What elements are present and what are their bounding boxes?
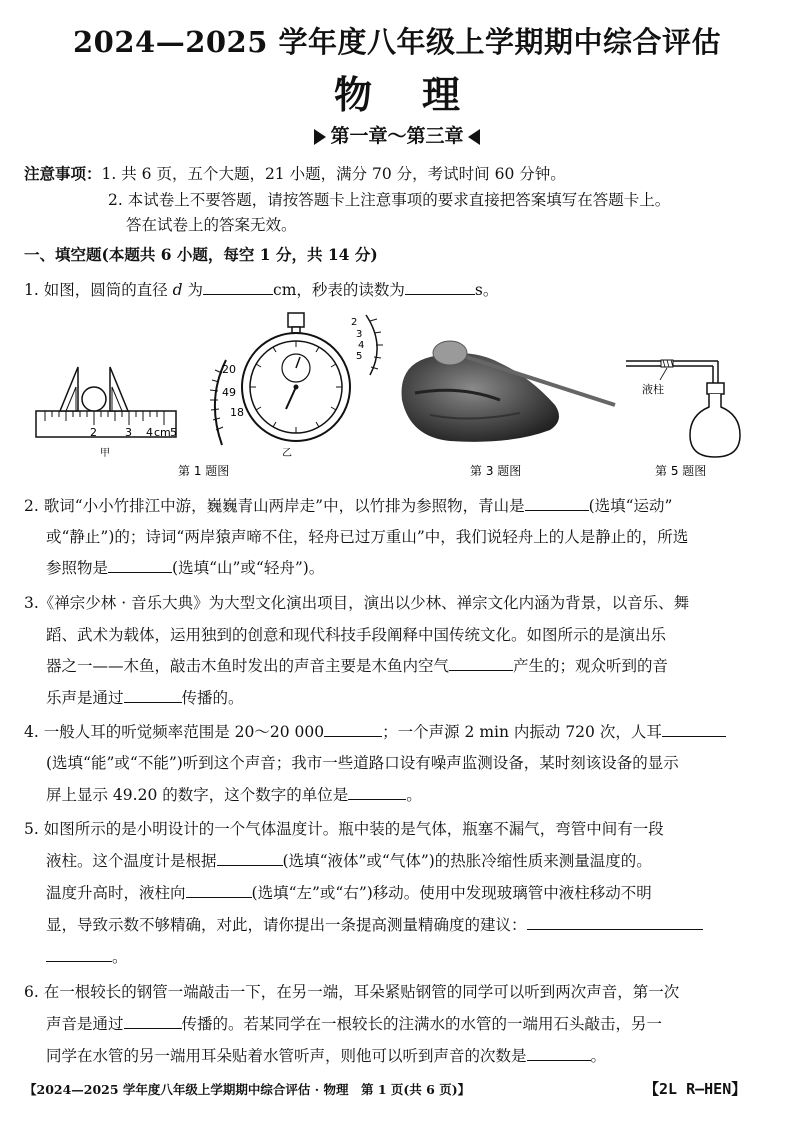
- q4-text-1a: 4. 一般人耳的听觉频率范围是 20～20 000: [24, 723, 325, 741]
- q5-text-2a: 液柱。这个温度计是根据: [46, 852, 217, 870]
- q2-text-3a: 参照物是: [46, 559, 109, 577]
- ruler-figure: [36, 367, 177, 459]
- question-3-line-3: [46, 656, 668, 676]
- question-5-line-1: 5. 如图所示的是小明设计的一个气体温度计。瓶中装的是气体，瓶塞不漏气，弯管中间有一段: [24, 820, 664, 838]
- q5-blank-3b[interactable]: [46, 947, 112, 962]
- ruler-label-4: 4: [146, 426, 153, 439]
- section-heading: 一、填空题(本题共 6 小题，每空 1 分，共 14 分): [24, 245, 378, 264]
- q5-blank-2[interactable]: [186, 883, 252, 898]
- ruler-label-cm: cm: [154, 426, 171, 439]
- question-1: [24, 280, 498, 300]
- question-3-line-1: 3.《禅宗少林 · 音乐大典》为大型文化演出项目，演出以少林、禅宗文化内涵为背景，以音乐、舞: [24, 594, 690, 612]
- q1-text-a: 1. 如图，圆筒的直径: [24, 281, 173, 299]
- q6-text-3a: 同学在水管的另一端用耳朵贴着水管听声，则他可以听到声音的次数是: [46, 1047, 527, 1065]
- chapter-range: [0, 121, 794, 148]
- bottle-stopper: [707, 383, 724, 394]
- question-2-line-3: [46, 558, 324, 578]
- q3-text-4a: 乐声是通过: [46, 689, 124, 707]
- q2-blank-1[interactable]: [525, 496, 589, 511]
- q4-blank-3[interactable]: [348, 785, 406, 800]
- question-5-line-3: [46, 883, 652, 903]
- stopwatch-figure: [178, 313, 383, 478]
- q5-blank-1[interactable]: [217, 851, 283, 866]
- question-3-line-2: 蹈、武术为载体，运用独到的创意和现代科技手段阐释中国传统文化。如图所示的是演出乐: [46, 626, 667, 644]
- q1-text-c: cm，秒表的读数为: [273, 281, 405, 299]
- watch-right-label-5: 5: [356, 351, 363, 362]
- q4-blank-2[interactable]: [662, 722, 726, 737]
- q4-text-3a: 屏上显示 49.20 的数字，这个数字的单位是: [46, 786, 349, 804]
- q5-text-3a: 温度升高时，液柱向: [46, 884, 186, 902]
- q6-text-2a: 声音是通过: [46, 1015, 124, 1033]
- watch-left-label-18: 18: [230, 406, 244, 419]
- caption-fig-3: 第 3 题图: [470, 464, 522, 478]
- mallet-head: [433, 341, 467, 365]
- q4-text-1b: ；一个声源 2 min 内振动 720 次，人耳: [382, 723, 662, 741]
- q1-text-b: 为: [182, 281, 204, 299]
- footer-left: 【2024—2025 学年度八年级上学期期中综合评估 · 物理 第 1 页(共 6 页)】: [24, 1082, 471, 1097]
- figures-row: [30, 305, 770, 480]
- q5-blank-3a[interactable]: [527, 915, 703, 930]
- question-6-line-1: 6. 在一根较长的钢管一端敲击一下，在另一端，耳朵紧贴钢管的同学可以听到两次声音，第一次: [24, 983, 680, 1001]
- q2-text-1b: (选填“运动”: [588, 497, 673, 515]
- q1-blank-1[interactable]: [203, 280, 273, 295]
- q5-text-5: 。: [112, 948, 128, 966]
- question-3-line-4: [46, 688, 244, 708]
- ruler-label-5: 5: [170, 426, 177, 439]
- notice-item-1: 1. 共 6 页，五个大题，21 小题，满分 70 分，考试时间 60 分钟。: [101, 165, 566, 183]
- q4-blank-1[interactable]: [324, 722, 382, 737]
- q1-text-d: s。: [474, 281, 499, 299]
- caption-fig-5: 第 5 题图: [655, 464, 707, 478]
- watch-right-label-3: 3: [356, 329, 363, 340]
- label-yi: 乙: [282, 448, 292, 459]
- wooden-fish-figure: [402, 341, 615, 478]
- watch-right-label-4: 4: [358, 340, 365, 351]
- q3-blank-2[interactable]: [124, 688, 182, 703]
- q6-text-2b: 传播的。若某同学在一根较长的注满水的水管的一端用石头敲击，另一: [181, 1015, 663, 1033]
- triangle-right-icon: [314, 129, 326, 145]
- q3-text-3b: 产生的；观众听到的音: [513, 657, 669, 675]
- q3-text-4b: 传播的。: [181, 689, 244, 707]
- question-4-line-2: (选填“能”或“不能”)听到这个声音；我市一些道路口设有噪声监测设备，某时刻该设备的显示: [46, 754, 679, 772]
- label-jia: 甲: [100, 448, 110, 459]
- q2-text-3b: (选填“山”或“轻舟”)。: [172, 559, 325, 577]
- notice-label: 注意事项：: [24, 164, 102, 183]
- triangle-left-icon: [468, 129, 480, 145]
- q5-text-4: 显，导致示数不够精确，对此，请你提出一条提高测量精确度的建议：: [46, 916, 527, 934]
- q2-text-1a: 2. 歌词“小小竹排江中游，巍巍青山两岸走”中，以竹排为参照物，青山是: [24, 497, 525, 515]
- q6-blank-2[interactable]: [527, 1046, 591, 1061]
- question-5-line-5: [46, 947, 128, 967]
- question-6-line-3: [46, 1046, 606, 1066]
- liquid-label: 液柱: [642, 383, 664, 396]
- watch-crown: [288, 313, 304, 327]
- subject-title: 物理: [333, 72, 510, 117]
- cylinder-circle: [82, 387, 106, 411]
- q3-text-3a: 器之一——木鱼，敲击木鱼时发出的声音主要是木鱼内空气: [46, 657, 450, 675]
- q3-blank-1[interactable]: [449, 656, 513, 671]
- flask: [690, 394, 740, 457]
- notice-item-2a: 2. 本试卷上不要答题，请按答题卡上注意事项的要求直接把答案填写在答题卡上。: [108, 191, 671, 209]
- caption-fig-1: 第 1 题图: [178, 464, 230, 478]
- notice-line-1: [24, 164, 566, 184]
- q1-blank-2[interactable]: [405, 280, 475, 295]
- watch-right-label-2: 2: [351, 317, 358, 328]
- gas-thermometer-figure: [626, 360, 740, 478]
- question-5-line-2: [46, 851, 652, 871]
- q6-blank-1[interactable]: [124, 1014, 182, 1029]
- q6-text-3b: 。: [590, 1047, 607, 1065]
- question-5-line-4: [46, 915, 703, 935]
- q1-var: d: [172, 281, 183, 299]
- footer-code: 【2L R—HEN】: [644, 1080, 747, 1098]
- ruler-label-3: 3: [125, 426, 132, 439]
- question-2-line-2: 或“静止”)的；诗词“两岸猿声啼不住，轻舟已过万重山”中，我们说轻舟上的人是静止的，所选: [46, 528, 689, 546]
- q4-text-3b: 。: [406, 786, 422, 804]
- q5-text-2b: (选填“液体”或“气体”)的热胀冷缩性质来测量温度的。: [282, 852, 652, 870]
- wooden-fish-body: [402, 353, 559, 442]
- scale-arc-right: [366, 315, 377, 375]
- watch-left-label-20: 20: [222, 363, 236, 376]
- q5-text-3b: (选填“左”或“右”)移动。使用中发现玻璃管中液柱移动不明: [251, 884, 652, 902]
- question-4-line-1: [24, 722, 726, 742]
- question-4-line-3: [46, 785, 422, 805]
- exam-title: 2024—2025 学年度八年级上学期期中综合评估: [72, 25, 722, 59]
- q2-blank-2[interactable]: [108, 558, 172, 573]
- question-2-line-1: [24, 496, 672, 516]
- watch-left-label-49: 49: [222, 386, 236, 399]
- ruler-label-2: 2: [90, 426, 97, 439]
- question-6-line-2: [46, 1014, 662, 1034]
- notice-item-2b: 答在试卷上的答案无效。: [126, 216, 297, 234]
- chapter-text: 第一章～第三章: [330, 125, 464, 147]
